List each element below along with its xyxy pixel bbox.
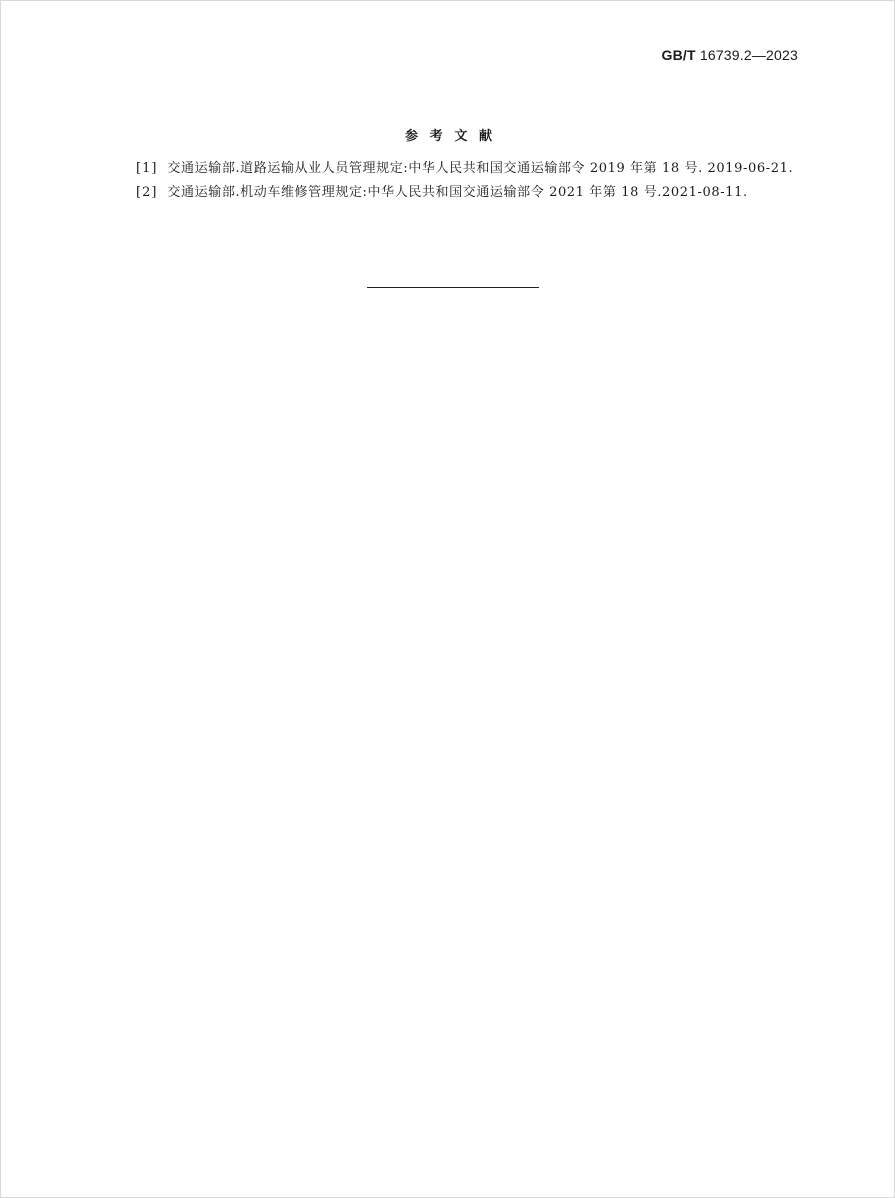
reference-text: 交通运输部.机动车维修管理规定:中华人民共和国交通运输部令 2021 年第 18 号.2021-08-11. (167, 185, 748, 200)
reference-number: [1] (136, 161, 158, 176)
reference-item (106, 181, 798, 205)
standard-code: 16739.2—2023 (699, 47, 798, 63)
reference-text: 交通运输部.道路运输从业人员管理规定:中华人民共和国交通运输部令 2019 年第 18 号. 2019-06-21. (167, 161, 794, 176)
reference-number: [2] (136, 185, 158, 200)
reference-list (106, 157, 798, 205)
section-title: 参考文献 (404, 129, 504, 144)
reference-item (106, 157, 798, 181)
standard-number (662, 47, 799, 63)
standard-prefix: GB/T (661, 47, 696, 63)
end-of-document-rule (367, 287, 539, 288)
